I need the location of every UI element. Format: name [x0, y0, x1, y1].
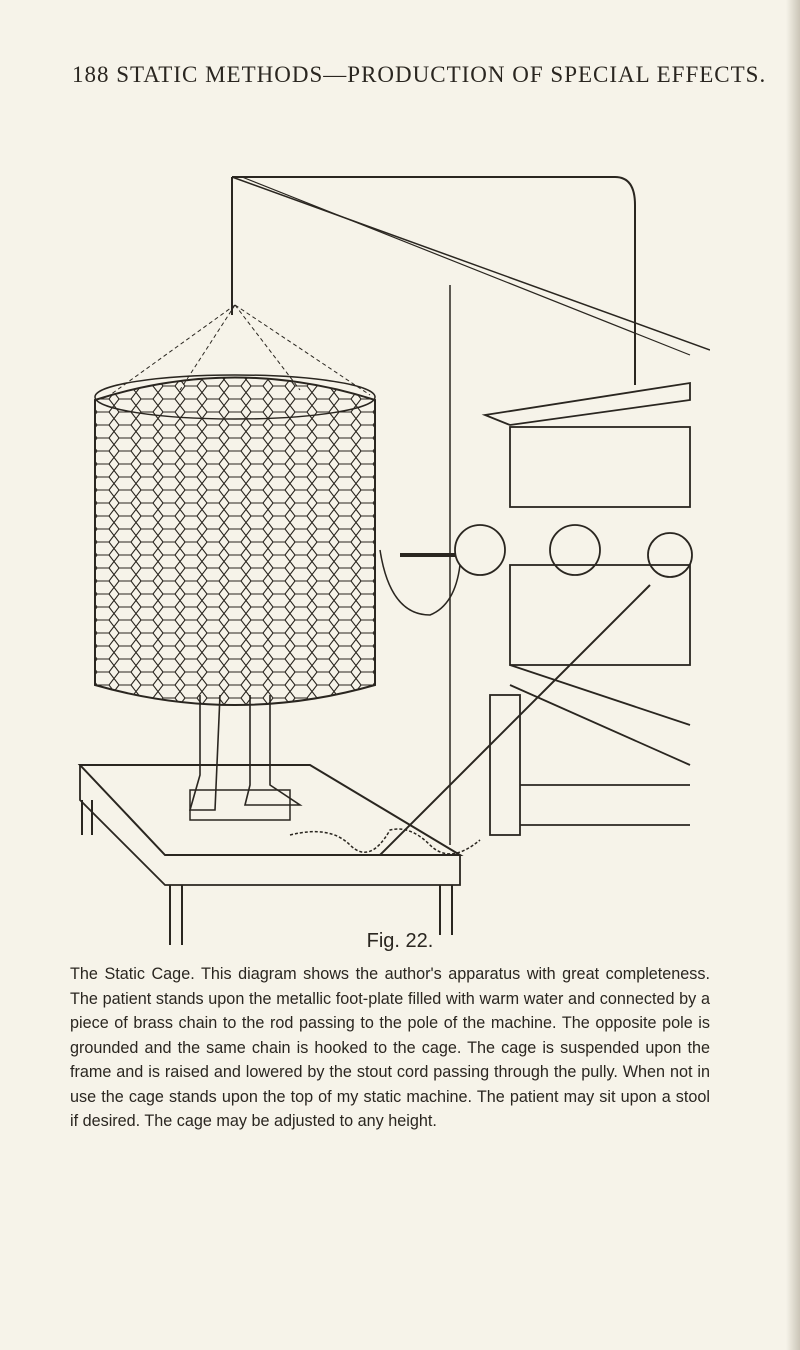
running-header: 188 STATIC METHODS—PRODUCTION OF SPECIAL EFFECTS. [72, 62, 767, 87]
foot-plate-platform [80, 765, 460, 945]
static-cage-illustration [70, 165, 710, 945]
suspension-frame [232, 177, 635, 385]
patient-legs [190, 695, 300, 810]
page-edge [786, 0, 800, 1350]
wire-cage [95, 375, 375, 705]
figure-caption: The Static Cage. This diagram shows the author's apparatus with great completeness. The patient stands upon the metallic foot-plate filled with warm water and connected by a piece of brass chain to the rod passing to the pole of the machine. The opposite pole is grounded and the same chain is hooked to the cage. The cage is suspended upon the frame and is raised and lowered by the stout cord passing through the pully. When not in use the cage stands upon the top of my static machine. The patient may sit upon a stool if desired. The cage may be adjusted to any height. [70, 965, 710, 1130]
static-machine [380, 383, 692, 855]
figure-label: Fig. 22. [366, 930, 434, 952]
